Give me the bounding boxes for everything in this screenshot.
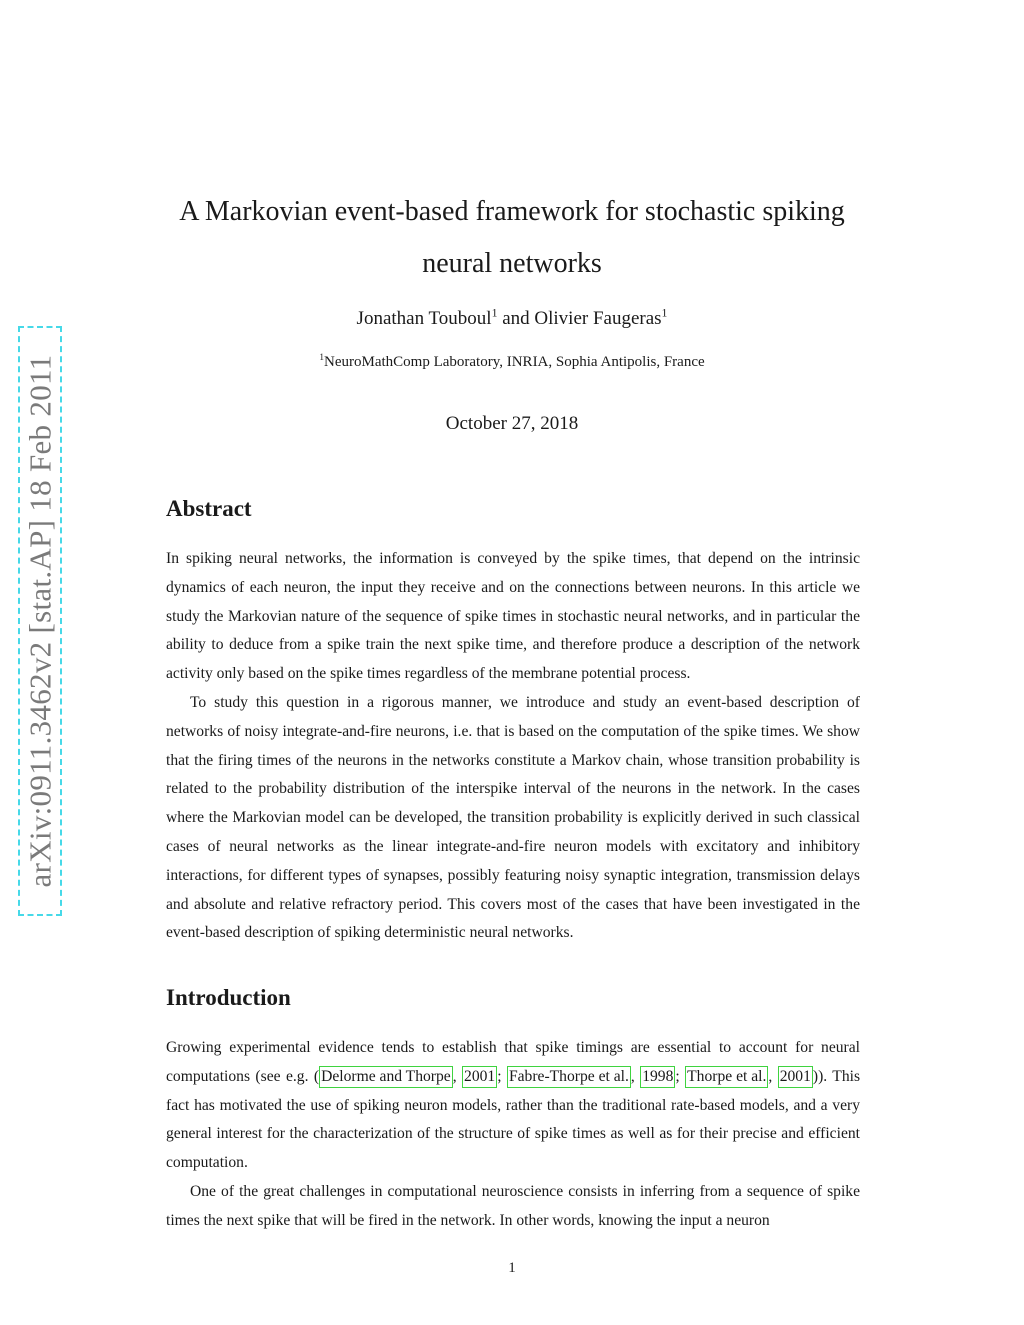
author-1-affiliation-mark: 1	[491, 306, 498, 320]
citation-separator: ;	[675, 1067, 686, 1085]
paper-date: October 27, 2018	[445, 413, 579, 434]
citation-year-link-fabre-thorpe[interactable]: 1998	[640, 1066, 675, 1088]
citation-link-delorme[interactable]: Delorme and Thorpe	[319, 1066, 453, 1088]
citation-separator: ;	[497, 1067, 507, 1085]
abstract-heading: Abstract	[166, 496, 252, 521]
citation-link-fabre-thorpe[interactable]: Fabre-Thorpe et al.	[507, 1066, 631, 1088]
intro-text-after-citations: )). This fact has motivated the use of spiking neuron models, rather than the traditional rate-based models, and a very general interest for the characterization of the structure of spike times as well as for their precise and efficient computation.	[166, 1067, 861, 1172]
author-2-affiliation-mark: 1	[661, 306, 668, 320]
author-list	[150, 308, 874, 330]
citation-separator: ,	[768, 1067, 778, 1085]
introduction-paragraph-1	[166, 1034, 860, 1178]
citation-year-link-thorpe[interactable]: 2001	[778, 1066, 813, 1088]
introduction-paragraph-2: One of the great challenges in computational neuroscience consists in inferring from a sequence of spike times the next spike that will be fired in the network. In other words, knowing the input a neuron	[166, 1182, 860, 1229]
introduction-body	[166, 1034, 860, 1236]
citation-link-thorpe[interactable]: Thorpe et al.	[685, 1066, 768, 1088]
citation-year-link-delorme[interactable]: 2001	[462, 1066, 497, 1088]
introduction-heading: Introduction	[166, 985, 291, 1010]
abstract-paragraph-2: To study this question in a rigorous manner, we introduce and study an event-based description of networks of noisy integrate-and-fire neurons, i.e. that is based on the computation of the spike times. We show that the firing times of the neurons in the networks constitute a Markov chain, whose transition probability is related to the probability distribution of the interspike interval of the neurons in the network. In the cases where the Markovian model can be developed, the transition probability is explicitly derived in such classical cases of neural networks as the linear integrate-and-fire neuron models with excitatory and inhibitory interactions, for different types of synapses, possibly featuring noisy synaptic integration, transmission delays and absolute and relative refractory period. This covers most of the cases that have been investigated in the event-based description of spiking deterministic neural networks.	[166, 693, 860, 942]
arxiv-identifier-stamp[interactable]	[18, 326, 62, 916]
paper-title	[150, 186, 874, 290]
intro-text-before-citations: Growing experimental evidence tends to establish that spike timings are essential to account for neural computations (see e.g. (	[166, 1039, 860, 1085]
citation-separator: ,	[630, 1067, 641, 1085]
citation-separator: ,	[452, 1067, 463, 1085]
abstract-body	[166, 545, 860, 948]
abstract-paragraph-1: In spiking neural networks, the information is conveyed by the spike times, that depend on the intrinsic dynamics of each neuron, the input they receive and on the connections between neurons. In this article we study the Markovian nature of the sequence of spike times in stochastic neural networks, and in particular the ability to deduce from a spike train the next spike time, and therefore produce a description of the network activity only based on the spike times regardless of the membrane potential process.	[166, 550, 860, 683]
title-line-2: neural networks	[422, 248, 602, 279]
author-connector: and	[497, 308, 535, 329]
title-line-1: A Markovian event-based framework for stochastic spiking	[179, 196, 845, 227]
author-1: Jonathan Touboul	[356, 308, 492, 329]
arxiv-identifier-text: arXiv:0911.3462v2 [stat.AP] 18 Feb 2011	[22, 354, 58, 888]
affiliation-text: NeuroMathComp Laboratory, INRIA, Sophia Antipolis, France	[324, 354, 705, 370]
affiliation	[150, 354, 874, 371]
author-2: Olivier Faugeras	[534, 308, 662, 329]
page-number: 1	[508, 1260, 516, 1276]
affiliation-mark: 1	[319, 353, 324, 363]
